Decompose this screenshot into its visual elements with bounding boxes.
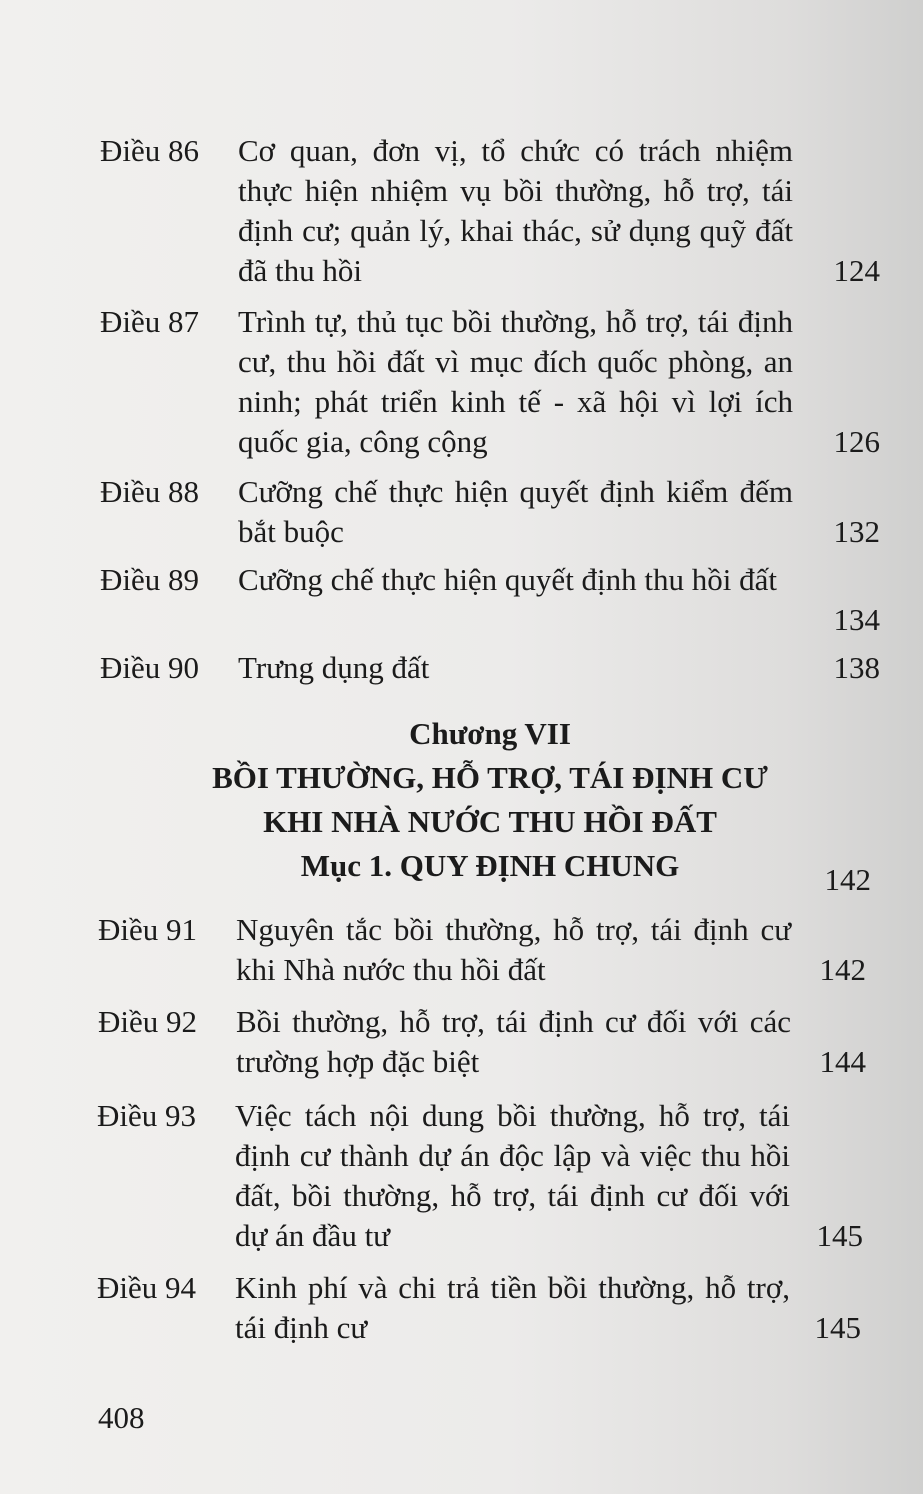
chapter-title-line-1: BỒI THƯỜNG, HỖ TRỢ, TÁI ĐỊNH CƯ [212,760,768,795]
section-page-number: 142 [824,862,871,897]
article-number: Điều 89 [100,562,200,597]
page-number: 126 [833,424,880,459]
page-number: 144 [819,1044,866,1079]
article-title: Kinh phí và chi trả tiền bồi thường, hỗ trợ, tái định cư [235,1270,790,1345]
toc-entry-dieu-90 [100,648,880,688]
article-title: Bồi thường, hỗ trợ, tái định cư đối với các trường hợp đặc biệt [236,1004,791,1079]
article-title: Việc tách nội dung bồi thường, hỗ trợ, tái định cư thành dự án độc lập và việc thu hồi đất, bồi thường, hỗ trợ, tái định cư đối với dự án đầu tư [235,1098,790,1253]
page-number: 142 [819,952,866,987]
toc-entry-dieu-88 [100,472,880,552]
page-number: 145 [814,1310,861,1345]
page-number: 124 [833,253,880,288]
article-number: Điều 90 [100,650,200,685]
toc-entry-dieu-93 [97,1096,863,1256]
section-title: Mục 1. QUY ĐỊNH CHUNG [300,848,680,883]
article-title: Trưng dụng đất [238,650,430,685]
article-number: Điều 92 [98,1004,198,1039]
page-number: 134 [833,602,880,637]
article-title: Cơ quan, đơn vị, tổ chức có trách nhiệm thực hiện nhiệm vụ bồi thường, hỗ trợ, tái định cư; quản lý, khai thác, sử dụng quỹ đất đã thu hồi [238,133,793,288]
folio-page-number: 408 [98,1400,145,1435]
article-number: Điều 94 [97,1270,197,1305]
article-number: Điều 91 [98,912,198,947]
article-title: Nguyên tắc bồi thường, hỗ trợ, tái định cư khi Nhà nước thu hồi đất [236,912,791,987]
article-number: Điều 86 [100,133,200,168]
toc-entry-dieu-86 [100,131,880,291]
article-number: Điều 93 [97,1098,197,1133]
toc-entry-dieu-92 [98,1002,866,1082]
toc-entry-dieu-89 [100,560,880,640]
article-number: Điều 87 [100,304,200,339]
article-number: Điều 88 [100,474,200,509]
page-number: 138 [833,650,880,685]
page-number: 145 [816,1218,863,1253]
toc-entry-dieu-87 [100,302,880,462]
chapter-number: Chương VII [409,716,571,751]
article-title: Trình tự, thủ tục bồi thường, hỗ trợ, tái định cư, thu hồi đất vì mục đích quốc phòng, an ninh; phát triển kinh tế - xã hội vì lợi ích quốc gia, công cộng [238,304,793,459]
article-title: Cưỡng chế thực hiện quyết định thu hồi đất [238,562,778,597]
article-title: Cưỡng chế thực hiện quyết định kiểm đếm bắt buộc [238,474,793,549]
toc-entry-dieu-91 [98,910,866,990]
page-number: 132 [833,514,880,549]
toc-entry-dieu-94 [97,1268,861,1348]
chapter-title-line-2: KHI NHÀ NƯỚC THU HỒI ĐẤT [263,804,717,839]
